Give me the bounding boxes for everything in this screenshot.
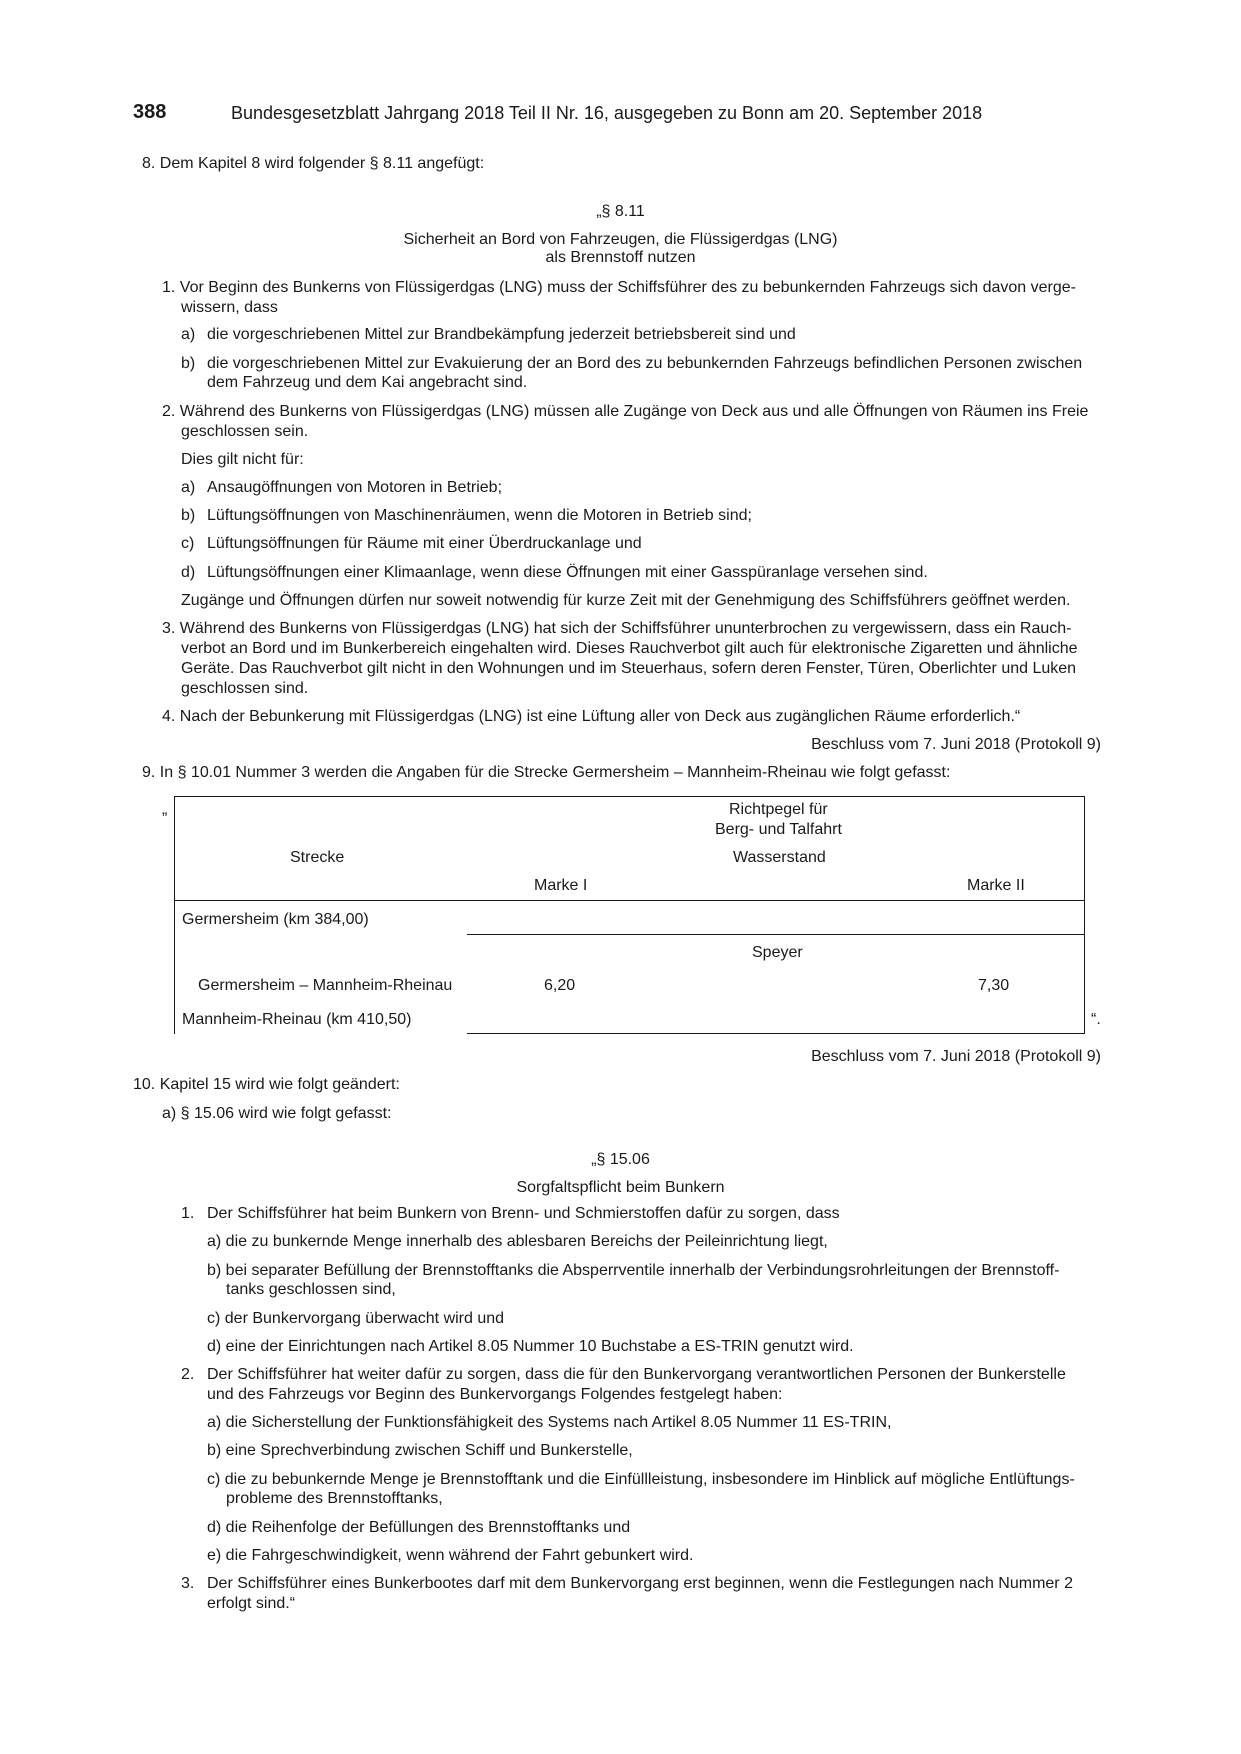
para-4: 4. Nach der Bebunkerung mit Flüssigerdgas (LNG) ist eine Lüftung aller von Deck aus zugänglichen Räume erforderlich.“ xyxy=(162,708,1021,725)
section-8-11-heading: „§ 8.11 xyxy=(596,203,645,220)
para-2c: Lüftungsöffnungen für Räume mit einer Überdruckanlage und xyxy=(207,535,642,552)
numbered-item-1d: d) eine der Einrichtungen nach Artikel 8.05 Nummer 10 Buchstabe a ES-TRIN genutzt wird. xyxy=(207,1338,854,1355)
resolution-note: Beschluss vom 7. Juni 2018 (Protokoll 9) xyxy=(811,1048,1101,1065)
table-header-marke-1: Marke I xyxy=(534,877,588,894)
section-8-11-title-line1: Sicherheit an Bord von Fahrzeugen, die Flüssigerdgas (LNG) xyxy=(403,231,838,248)
table-open-quote: „ xyxy=(162,801,168,818)
item-9-intro: 9. In § 10.01 Nummer 3 werden die Angaben für die Strecke Germersheim – Mannheim-Rheinau wie folgt gefasst: xyxy=(142,764,951,781)
numbered-item-marker: 2. xyxy=(181,1366,195,1383)
para-1-line2: wissern, dass xyxy=(181,299,278,316)
list-letter: a) xyxy=(181,479,196,496)
para-2-closing: Zugänge und Öffnungen dürfen nur soweit notwendig für kurze Zeit mit der Genehmigung des Schiffsführers geöffnet werden. xyxy=(181,592,1071,609)
table-marke-1-value: 6,20 xyxy=(544,977,576,994)
table-header-richtpegel-line1: Richtpegel für xyxy=(729,801,828,818)
numbered-item-3-line2: erfolgt sind.“ xyxy=(207,1595,296,1612)
numbered-item-1c: c) der Bunkervorgang überwacht wird und xyxy=(207,1310,505,1327)
section-8-11-title-line2: als Brennstoff nutzen xyxy=(545,249,696,266)
section-15-06-heading: „§ 15.06 xyxy=(591,1151,650,1168)
numbered-item-marker: 1. xyxy=(181,1205,195,1222)
para-1b-line1: die vorgeschriebenen Mittel zur Evakuierung der an Bord des zu bebunkernden Fahrzeugs befindlichen Personen zwischen xyxy=(207,355,1083,372)
table-header-richtpegel-line2: Berg- und Talfahrt xyxy=(715,821,842,838)
numbered-item-2c-line1: c) die zu bebunkernde Menge je Brennstofftank und die Einfüllleistung, insbesondere im Hinblick auf mögliche Entlüftungs- xyxy=(207,1471,1075,1488)
table-row-section: Germersheim – Mannheim-Rheinau xyxy=(198,977,453,994)
numbered-item-2-line1: Der Schiffsführer hat weiter dafür zu sorgen, dass die für den Bunkervorgang verantwortlichen Personen der Bunkerstelle xyxy=(207,1366,1066,1383)
table-row-end: Mannheim-Rheinau (km 410,50) xyxy=(182,1011,412,1028)
para-2-line2: geschlossen sein. xyxy=(181,423,309,440)
para-1a: die vorgeschriebenen Mittel zur Brandbekämpfung jederzeit betriebsbereit sind und xyxy=(207,326,796,343)
para-2b: Lüftungsöffnungen von Maschinenräumen, wenn die Motoren in Betrieb sind; xyxy=(207,507,752,524)
table-row-start: Germersheim (km 384,00) xyxy=(182,911,369,928)
para-2a: Ansaugöffnungen von Motoren in Betrieb; xyxy=(207,479,503,496)
numbered-item-1b-line1: b) bei separater Befüllung der Brennstofftanks die Absperrventile innerhalb der Verbindungsrohrleitungen der Brennstoff- xyxy=(207,1262,1060,1279)
numbered-item-marker: 3. xyxy=(181,1575,195,1592)
numbered-item-3-line1: Der Schiffsführer eines Bunkerbootes darf mit dem Bunkervorgang erst beginnen, wenn die Festlegungen nach Nummer 2 xyxy=(207,1575,1073,1592)
table-gauge-name: Speyer xyxy=(752,944,803,961)
para-1b-line2: dem Fahrzeug und dem Kai angebracht sind. xyxy=(207,374,528,391)
numbered-item-2-line2: und des Fahrzeugs vor Beginn des Bunkervorgangs Folgendes festgelegt haben: xyxy=(207,1386,783,1403)
numbered-item-2e: e) die Fahrgeschwindigkeit, wenn während der Fahrt gebunkert wird. xyxy=(207,1547,694,1564)
list-letter: d) xyxy=(181,564,196,581)
item-10-intro: 10. Kapitel 15 wird wie folgt geändert: xyxy=(133,1076,400,1093)
list-letter: b) xyxy=(181,507,196,524)
para-3-line1: 3. Während des Bunkerns von Flüssigerdgas (LNG) hat sich der Schiffsführer ununterbrochen zu vergewissern, dass ein Rauch- xyxy=(162,620,1072,637)
numbered-item-2d: d) die Reihenfolge der Befüllungen des Brennstofftanks und xyxy=(207,1519,631,1536)
list-letter: c) xyxy=(181,535,195,552)
para-2-exception: Dies gilt nicht für: xyxy=(181,451,304,468)
numbered-item-2c-line2: probleme des Brennstofftanks, xyxy=(226,1490,443,1507)
table-header-strecke: Strecke xyxy=(290,849,345,866)
para-3-line4: geschlossen sind. xyxy=(181,680,309,697)
page-number: 388 xyxy=(133,101,167,123)
table-header-marke-2: Marke II xyxy=(967,877,1025,894)
para-3-line3: Geräte. Das Rauchverbot gilt nicht in den Wohnungen und im Steuerhaus, sofern deren Fenster, Türen, Oberlichter und Luken xyxy=(181,660,1077,677)
item-10a-intro: a) § 15.06 wird wie folgt gefasst: xyxy=(162,1105,392,1122)
numbered-item-1a: a) die zu bunkernde Menge innerhalb des ablesbaren Bereichs der Peileinrichtung liegt, xyxy=(207,1233,828,1250)
section-15-06-title: Sorgfaltspflicht beim Bunkern xyxy=(516,1179,725,1196)
resolution-note: Beschluss vom 7. Juni 2018 (Protokoll 9) xyxy=(811,736,1101,753)
para-3-line2: verbot an Bord und im Bunkerbereich eingehalten wird. Dieses Rauchverbot gilt auch für elektronische Zigaretten und ähnliche xyxy=(181,640,1078,657)
table-marke-2-value: 7,30 xyxy=(978,977,1010,994)
item-8-intro: 8. Dem Kapitel 8 wird folgender § 8.11 angefügt: xyxy=(142,155,485,172)
numbered-item-2a: a) die Sicherstellung der Funktionsfähigkeit des Systems nach Artikel 8.05 Nummer 11 ES-TRIN, xyxy=(207,1414,892,1431)
page-header-title: Bundesgesetzblatt Jahrgang 2018 Teil II Nr. 16, ausgegeben zu Bonn am 20. September 2018 xyxy=(231,103,983,123)
para-2d: Lüftungsöffnungen einer Klimaanlage, wenn diese Öffnungen mit einer Gasspüranlage versehen sind. xyxy=(207,564,928,581)
para-2-line1: 2. Während des Bunkerns von Flüssigerdgas (LNG) müssen alle Zugänge von Deck aus und alle Öffnungen von Räumen ins Freie xyxy=(162,403,1089,420)
numbered-item-1: Der Schiffsführer hat beim Bunkern von Brenn- und Schmierstoffen dafür zu sorgen, dass xyxy=(207,1205,840,1222)
para-1-line1: 1. Vor Beginn des Bunkerns von Flüssigerdgas (LNG) muss der Schiffsführer des zu bebunkernden Fahrzeugs sich davon verge- xyxy=(162,279,1076,296)
table-header-wasserstand: Wasserstand xyxy=(733,849,826,866)
list-letter: b) xyxy=(181,355,196,372)
list-letter: a) xyxy=(181,326,196,343)
numbered-item-1b-line2: tanks geschlossen sind, xyxy=(226,1281,396,1298)
numbered-item-2b: b) eine Sprechverbindung zwischen Schiff und Bunkerstelle, xyxy=(207,1442,633,1459)
table-close-quote: “. xyxy=(1091,1011,1101,1028)
